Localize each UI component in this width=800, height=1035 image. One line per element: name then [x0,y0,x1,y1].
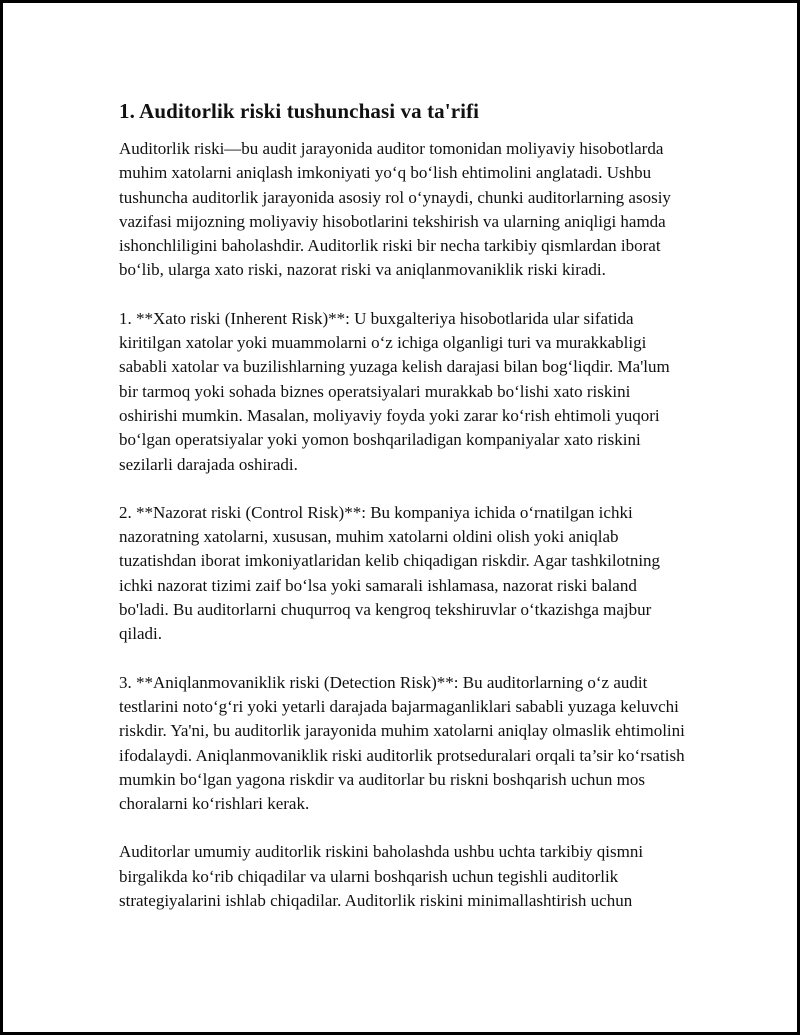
document-body [119,97,689,937]
paragraph-detection-risk: 3. **Aniqlanmovaniklik riski (Detection Risk)**: Bu auditorlarning o‘z audit testlarini noto‘g‘ri yoki yetarli darajada bajarmaganliklari sababli yuzaga keluvchi riskdir. Ya'ni, bu auditorlik jarayonida muhim xatolarni aniqlay olmaslik ehtimolini ifodalaydi. Aniqlanmovaniklik riski auditorlik protseduralari orqali ta’sir ko‘rsatish mumkin bo‘lgan yagona riskdir va auditorlar bu riskni boshqarish uchun mos choralarni ko‘rishlari kerak. [119,672,685,814]
paragraph-control-risk: 2. **Nazorat riski (Control Risk)**: Bu kompaniya ichida o‘rnatilgan ichki nazoratning xatolarni, xususan, muhim xatolarni oldini olish yoki aniqlab tuzatishdan iborat imkoniyatlaridan kelib chiqadigan riskdir. Agar tashkilotning ichki nazorat tizimi zaif bo‘lsa yoki samarali ishlamasa, nazorat riski baland bo'ladi. Bu auditorlarni chuqurroq va kengroq tekshiruvlar o‘tkazishga majbur qiladi. [119,502,661,644]
paragraph-intro: Auditorlik riski—bu audit jarayonida auditor tomonidan moliyaviy hisobotlarda muhim xatolarni aniqlash imkoniyati yo‘q bo‘lish ehtimolini anglatadi. Ushbu tushuncha auditorlik jarayonida asosiy rol o‘ynaydi, chunki auditorlarning asosiy vazifasi mijozning moliyaviy hisobotlarini tekshirish va ularning aniqligi hamda ishonchliligini baholashdir. Auditorlik riski bir necha tarkibiy qismlardan iborat bo‘lib, ularga xato riski, nazorat riski va aniqlanmovaniklik riski kiradi. [119,139,671,280]
paragraph-summary: Auditorlar umumiy auditorlik riskini baholashda ushbu uchta tarkibiy qismni birgalikda ko‘rib chiqadilar va ularni boshqarish uchun tegishli auditorlik strategiyalarini ishlab chiqadilar. Auditorlik riskini minimallashtirish uchun [119,842,644,911]
section-heading: 1. Auditorlik riski tushunchasi va ta'rifi [119,99,480,123]
paragraph-inherent-risk: 1. **Xato riski (Inherent Risk)**: U buxgalteriya hisobotlarida ular sifatida kiritilgan xatolar yoki muammolarni o‘z ichiga olganligi turi va murakkabligi sababli xatolar va buzilishlarning yuzaga kelish darajasi bilan bog‘liqdir. Ma'lum bir tarmoq yoki sohada biznes operatsiyalari murakkab bo‘lishi xato riskini oshirishi mumkin. Masalan, moliyaviy foyda yoki zarar ko‘rish ehtimoli yuqori bo‘lgan operatsiyalar yoki yomon boshqariladigan kompaniyalar xato riskini sezilarli darajada oshiradi. [119,308,670,474]
